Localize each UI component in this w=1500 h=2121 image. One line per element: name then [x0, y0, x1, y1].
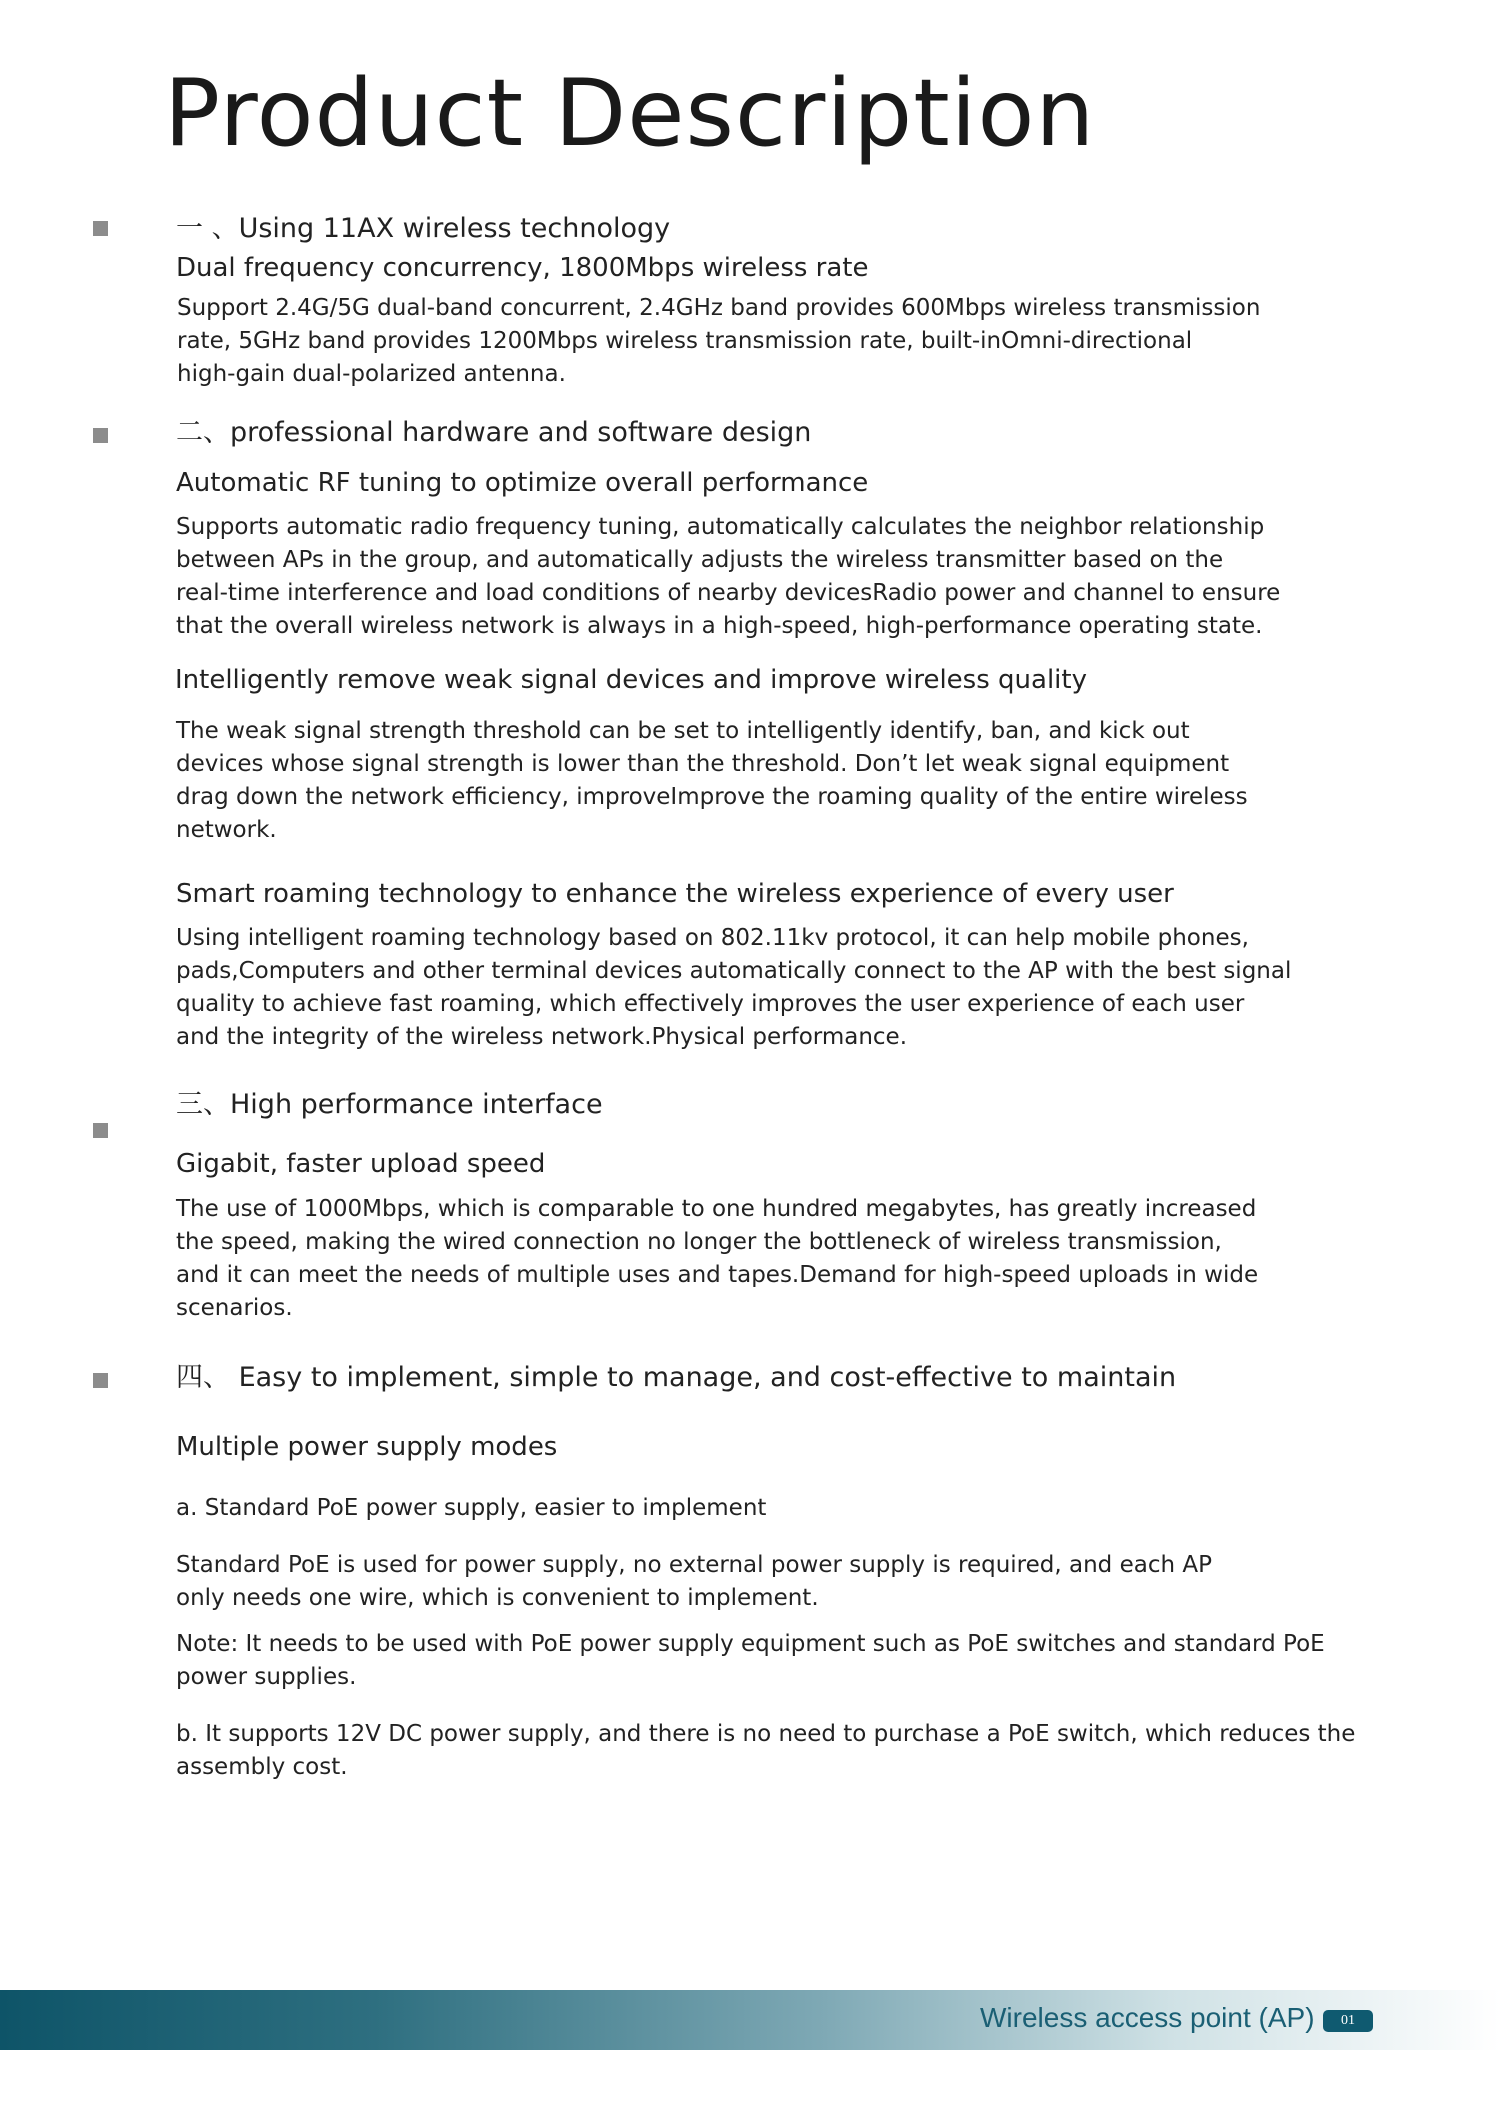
section-heading: 一 、Using 11AX wireless technology — [176, 213, 671, 244]
section-bullet — [93, 1373, 108, 1388]
paragraph: The use of 1000Mbps, which is comparable to one hundred megabytes, has greatly increased the speed, making the wired connection no longer the bottleneck of wireless transmission, and it can meet the needs of multiple uses and tapes.Demand for high-speed uploads in wide scenarios. — [176, 1196, 1259, 1321]
subsection-title: Multiple power supply modes — [176, 1432, 558, 1462]
subsection-title: Automatic RF tuning to optimize overall performance — [176, 468, 869, 498]
section-bullet — [93, 1123, 108, 1138]
section-heading: 三、High performance interface — [176, 1089, 603, 1120]
list-item-b: b. It supports 12V DC power supply, and there is no need to purchase a PoE switch, which reduces the assembly cost. — [176, 1721, 1356, 1780]
section-bullet — [93, 428, 108, 443]
section-heading: 四、 Easy to implement, simple to manage, and cost-effective to maintain — [176, 1362, 1177, 1393]
page-number-badge: 01 — [1323, 2010, 1373, 2032]
paragraph: Standard PoE is used for power supply, no external power supply is required, and each AP only needs one wire, which is convenient to implement. — [176, 1552, 1212, 1611]
note-paragraph: Note: It needs to be used with PoE power supply equipment such as PoE switches and standard PoE power supplies. — [176, 1631, 1325, 1690]
paragraph: Using intelligent roaming technology based on 802.11kv protocol, it can help mobile phones, pads,Computers and other terminal devices automatically connect to the AP with the best signal quality to achieve fast roaming, which effectively improves the user experience of each user and the integrity of the wireless network.Physical performance. — [176, 925, 1292, 1050]
subsection-title: Gigabit, faster upload speed — [176, 1149, 546, 1179]
footer-text: Wireless access point (AP) — [980, 2002, 1315, 2033]
paragraph: Supports automatic radio frequency tuning, automatically calculates the neighbor relationship between APs in the group, and automatically adjusts the wireless transmitter based on the real-time interference and load conditions of nearby devicesRadio power and channel to ensure that the overall wireless network is always in a high-speed, high-performance operating state. — [176, 514, 1281, 639]
subsection-title: Dual frequency concurrency, 1800Mbps wireless rate — [176, 253, 869, 283]
paragraph: The weak signal strength threshold can be set to intelligently identify, ban, and kick out devices whose signal strength is lower than the threshold. Don’t let weak signal equipment drag down the network efficiency, improveImprove the roaming quality of the entire wireless network. — [176, 718, 1248, 843]
subsection-title: Smart roaming technology to enhance the wireless experience of every user — [176, 879, 1174, 909]
section-heading: 二、professional hardware and software design — [176, 417, 812, 448]
paragraph: Support 2.4G/5G dual-band concurrent, 2.4GHz band provides 600Mbps wireless transmission rate, 5GHz band provides 1200Mbps wireless transmission rate, built-inOmni-directional high-gain dual-polarized antenna. — [177, 295, 1261, 387]
section-bullet — [93, 221, 108, 236]
page-title: Product Description — [164, 59, 1096, 167]
list-item-a: a. Standard PoE power supply, easier to implement — [176, 1495, 767, 1521]
subsection-title: Intelligently remove weak signal devices and improve wireless quality — [175, 665, 1087, 695]
